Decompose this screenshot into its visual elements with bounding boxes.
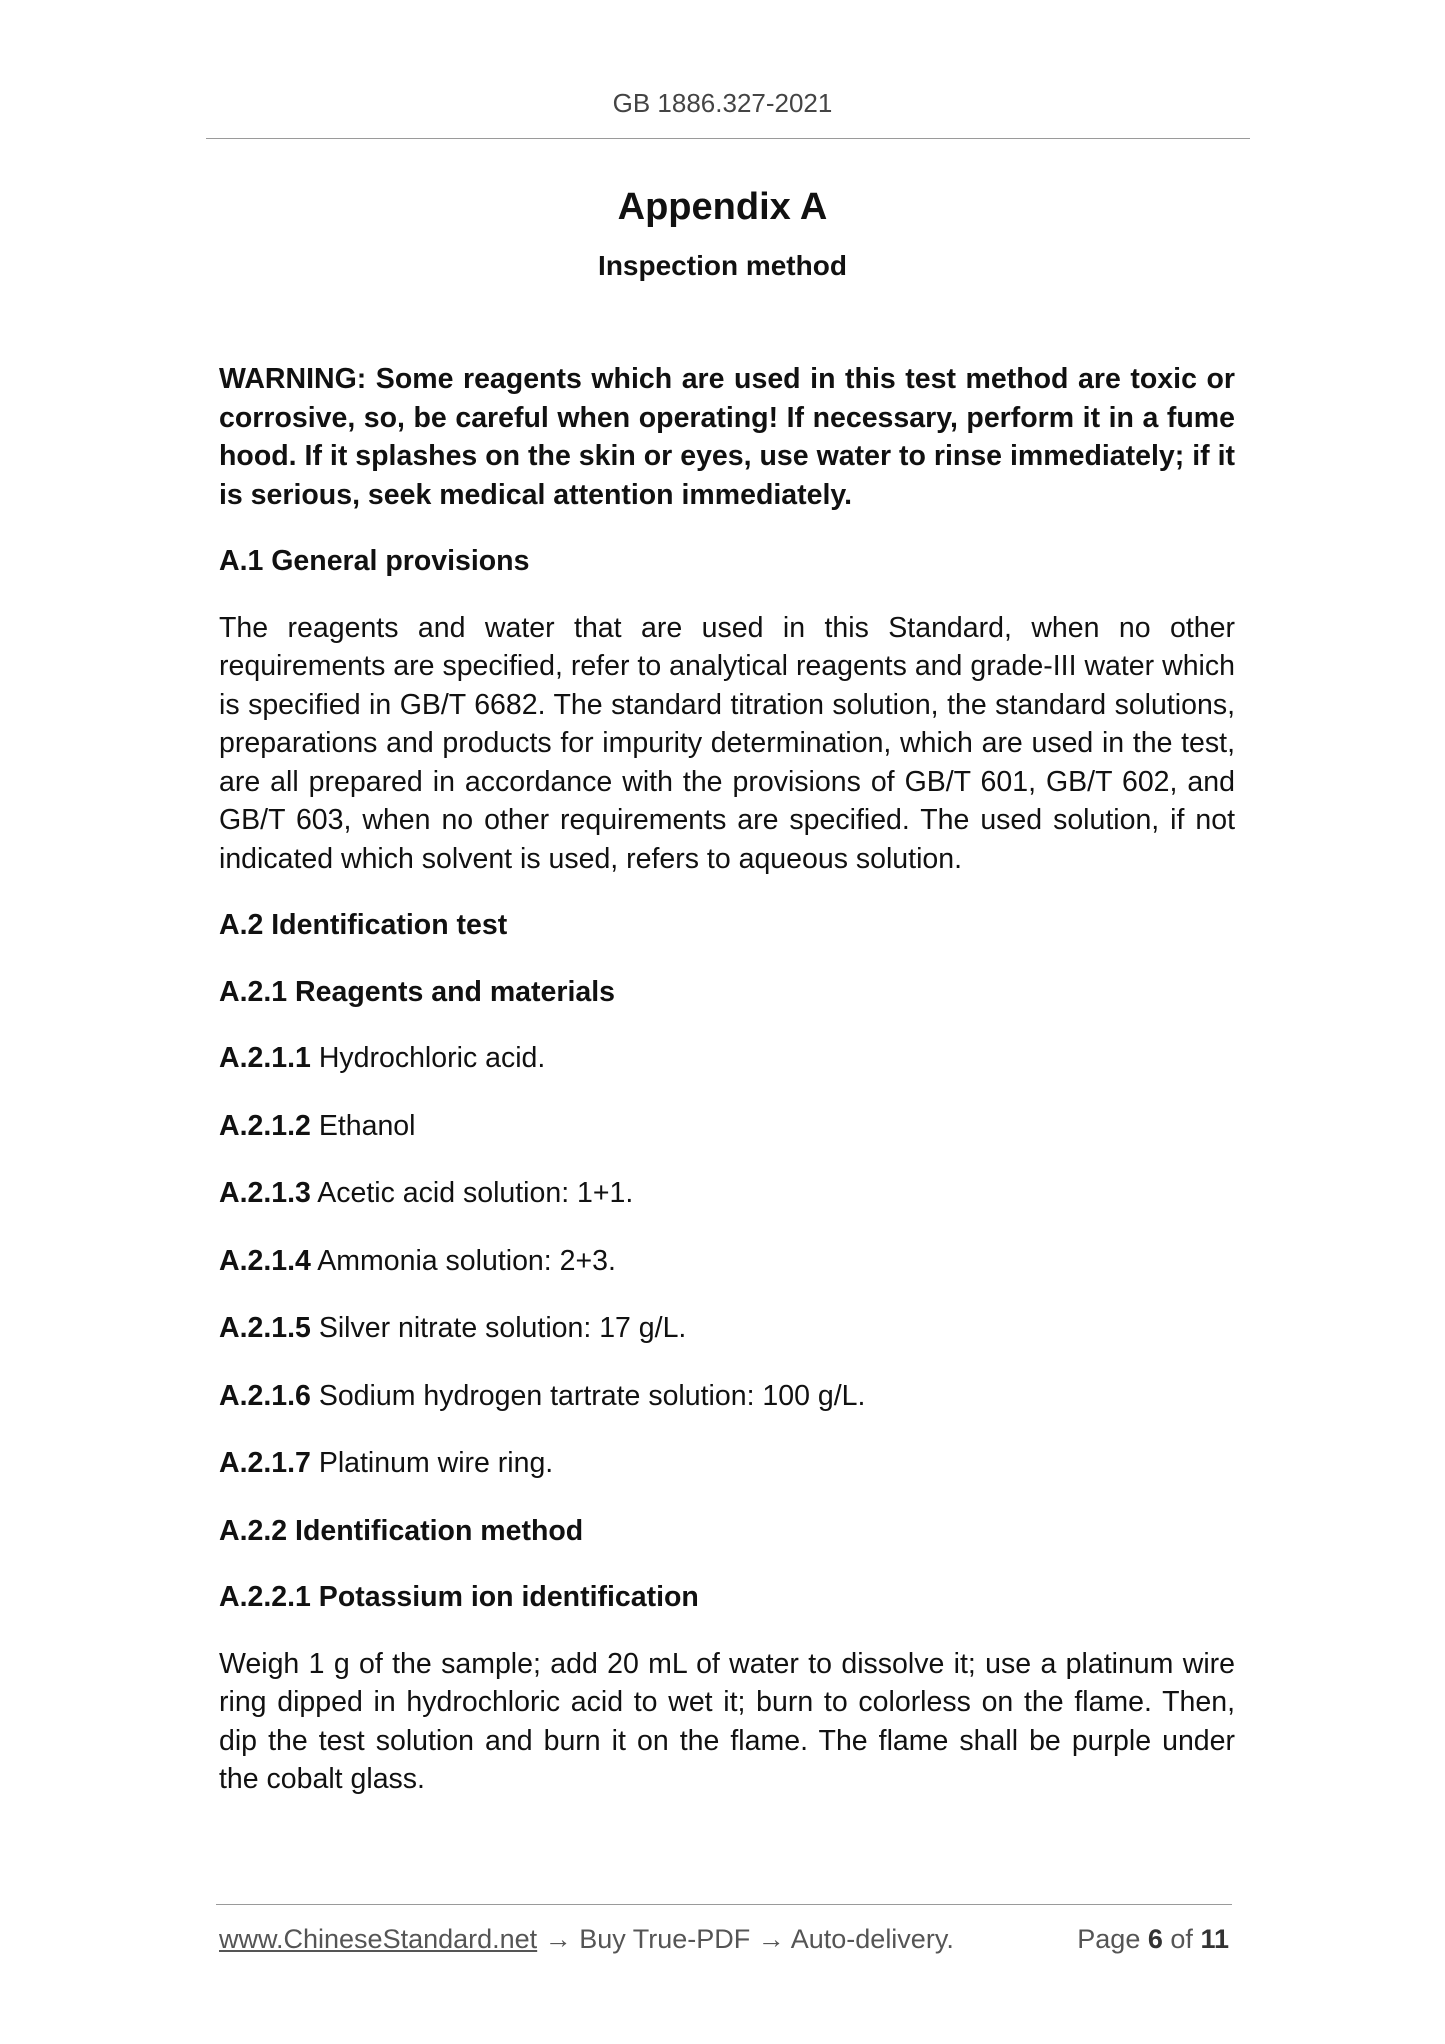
reagent-number: A.2.1.3 [219, 1177, 311, 1209]
document-body [219, 360, 1235, 1827]
reagent-item [219, 1174, 1235, 1213]
reagent-item [219, 1444, 1235, 1483]
potassium-identification-paragraph: Weigh 1 g of the sample; add 20 mL of water to dissolve it; use a platinum wire ring dipped in hydrochloric acid to wet it; burn to colorless on the flame. Then, dip the test solution and burn it on the flame. The flame shall be purple under the cobalt glass. [219, 1647, 1235, 1795]
reagent-item [219, 1242, 1235, 1281]
appendix-subtitle: Inspection method [598, 250, 847, 281]
reagent-text: Ethanol [318, 1109, 416, 1142]
page-footer [219, 1924, 1229, 1955]
reagent-item [219, 1377, 1235, 1416]
reagent-number: A.2.1.2 [219, 1109, 311, 1142]
page-total: 11 [1200, 1924, 1229, 1954]
footer-tagline: → Buy True-PDF → Auto-delivery. [537, 1924, 954, 1954]
section-heading-a2-2-1: A.2.2.1 Potassium ion identification [219, 1581, 699, 1613]
reagent-item [219, 1309, 1235, 1348]
reagent-item [219, 1107, 1235, 1146]
general-provisions-paragraph: The reagents and water that are used in this Standard, when no other requirements are specified, refer to analytical reagents and grade-III water which is specified in GB/T 6682. The standard titration solution, the standard solutions, preparations and products for impurity determination, which are used in the test, are all prepared in accordance with the provisions of GB/T 601, GB/T 602, and GB/T 603, when no other requirements are specified. The used solution, if not indicated which solvent is used, refers to aqueous solution. [219, 611, 1235, 875]
reagent-text: Ammonia solution: 2+3. [317, 1244, 616, 1277]
header-divider [206, 138, 1250, 139]
reagent-item [219, 1039, 1235, 1078]
warning-paragraph: WARNING: Some reagents which are used in this test method are toxic or corrosive, so, be careful when operating! If necessary, perform it in a fume hood. If it splashes on the skin or eyes, use water to rinse immediately; if it is serious, seek medical attention immediately. [219, 363, 1235, 511]
reagent-number: A.2.1.6 [219, 1379, 311, 1412]
reagent-number: A.2.1.4 [219, 1244, 311, 1277]
section-heading-a1: A.1 General provisions [219, 545, 530, 577]
reagent-text: Platinum wire ring. [318, 1447, 554, 1479]
reagent-text: Acetic acid solution: 1+1. [317, 1177, 634, 1209]
page-label: Page [1077, 1924, 1141, 1954]
reagent-text: Sodium hydrogen tartrate solution: 100 g/L. [318, 1379, 866, 1412]
website-link[interactable]: www.ChineseStandard.net [219, 1924, 538, 1954]
page-indicator [1077, 1924, 1229, 1955]
appendix-title: Appendix A [617, 186, 828, 228]
reagent-number: A.2.1.7 [219, 1447, 311, 1479]
footer-divider [216, 1904, 1232, 1905]
reagent-text: Hydrochloric acid. [318, 1042, 546, 1074]
document-code-header: GB 1886.327-2021 [612, 88, 833, 118]
reagent-number: A.2.1.5 [219, 1312, 311, 1344]
page-of-label: of [1170, 1924, 1193, 1954]
page-current: 6 [1147, 1924, 1163, 1954]
section-heading-a2-2: A.2.2 Identification method [219, 1514, 584, 1547]
section-heading-a2-1: A.2.1 Reagents and materials [219, 975, 615, 1008]
section-heading-a2: A.2 Identification test [219, 909, 508, 941]
reagent-number: A.2.1.1 [219, 1042, 311, 1074]
reagent-text: Silver nitrate solution: 17 g/L. [318, 1312, 687, 1344]
